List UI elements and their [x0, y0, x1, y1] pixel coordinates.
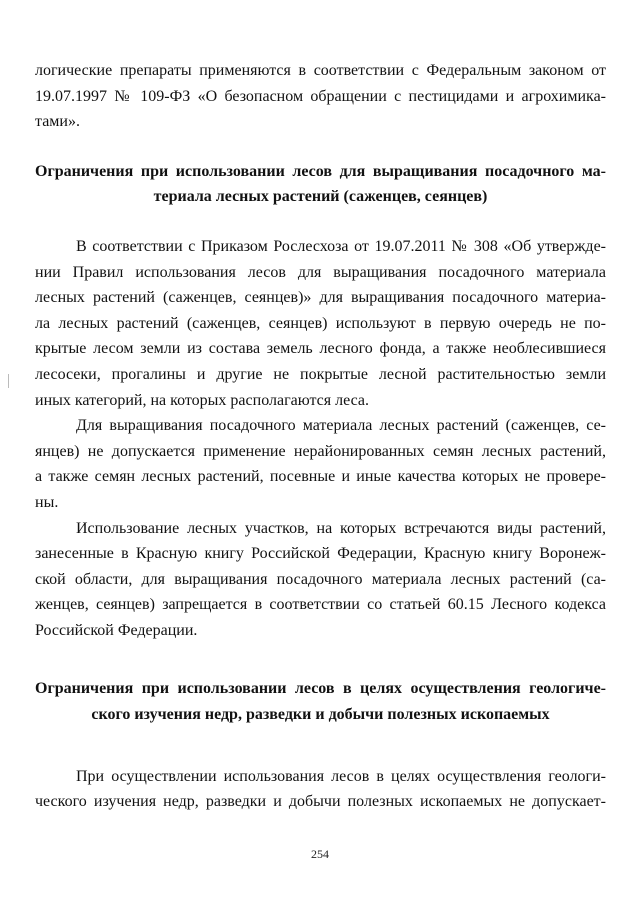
text-line: женцев, сеянцев) запрещается в соответствии со статьей 60.15 Лесного кодекса: [35, 596, 606, 614]
heading-line: териала лесных растений (саженцев, сеянцев): [153, 188, 488, 206]
text-line: Российской Федерации.: [35, 621, 198, 639]
paragraph-red-book: [35, 516, 606, 644]
continuation-paragraph: [35, 58, 606, 135]
text-line: нии Правил использования лесов для выращивания посадочного материала: [35, 263, 606, 281]
section-heading-geology: [35, 676, 606, 727]
text-line: ской области, для выращивания посадочного материала лесных растений (са-: [35, 570, 606, 588]
heading-line: ского изучения недр, разведки и добычи полезных ископаемых: [91, 706, 550, 724]
document-page: [35, 58, 606, 815]
paragraph-seed-restrictions: [35, 413, 606, 515]
text-line: В соответствии с Приказом Рослесхоза от 19.07.2011 № 308 «Об утвержде-: [76, 237, 606, 255]
page-number: 254: [311, 847, 329, 861]
text-line: 19.07.1997 № 109-ФЗ «О безопасном обращении с пестицидами и агрохимика-: [35, 87, 606, 105]
scan-margin-mark: [8, 374, 9, 388]
text-line: Для выращивания посадочного материала лесных растений (саженцев, се-: [76, 417, 606, 435]
text-line: а также семян лесных растений, посевные и иные качества которых не провере-: [35, 468, 606, 486]
section-heading-seedlings: [35, 159, 606, 210]
text-line: ны.: [35, 493, 59, 511]
text-line: янцев) не допускается применение нерайонированных семян лесных растений,: [35, 442, 606, 460]
text-line: лесных растений (саженцев, сеянцев)» для выращивания посадочного материа-: [35, 289, 606, 307]
text-line: тами».: [35, 113, 80, 131]
text-line: занесенные в Красную книгу Российской Федерации, Красную книгу Воронеж-: [35, 545, 606, 563]
text-line: ла лесных растений (саженцев, сеянцев) используют в первую очередь не по-: [35, 314, 606, 332]
text-line: ческого изучения недр, разведки и добычи полезных ископаемых не допускает-: [35, 793, 606, 811]
heading-line: Ограничения при использовании лесов в целях осуществления геологиче-: [35, 680, 606, 698]
text-line: логические препараты применяются в соответствии с Федеральным законом от: [35, 62, 606, 79]
heading-line: Ограничения при использовании лесов для выращивания посадочного ма-: [35, 162, 606, 180]
paragraph-rosleskhoz-order: [35, 234, 606, 413]
text-line: иных категорий, на которых располагаются леса.: [35, 391, 369, 409]
text-line: Использование лесных участков, на которых встречаются виды растений,: [76, 519, 606, 537]
paragraph-geology-use: [35, 764, 606, 815]
text-line: лесосеки, прогалины и другие не покрытые лесной растительностью земли: [35, 365, 606, 383]
text-line: крытые лесом земли из состава земель лесного фонда, а также необлесившиеся: [35, 340, 606, 358]
text-line: При осуществлении использования лесов в целях осуществления геологи-: [76, 767, 606, 785]
